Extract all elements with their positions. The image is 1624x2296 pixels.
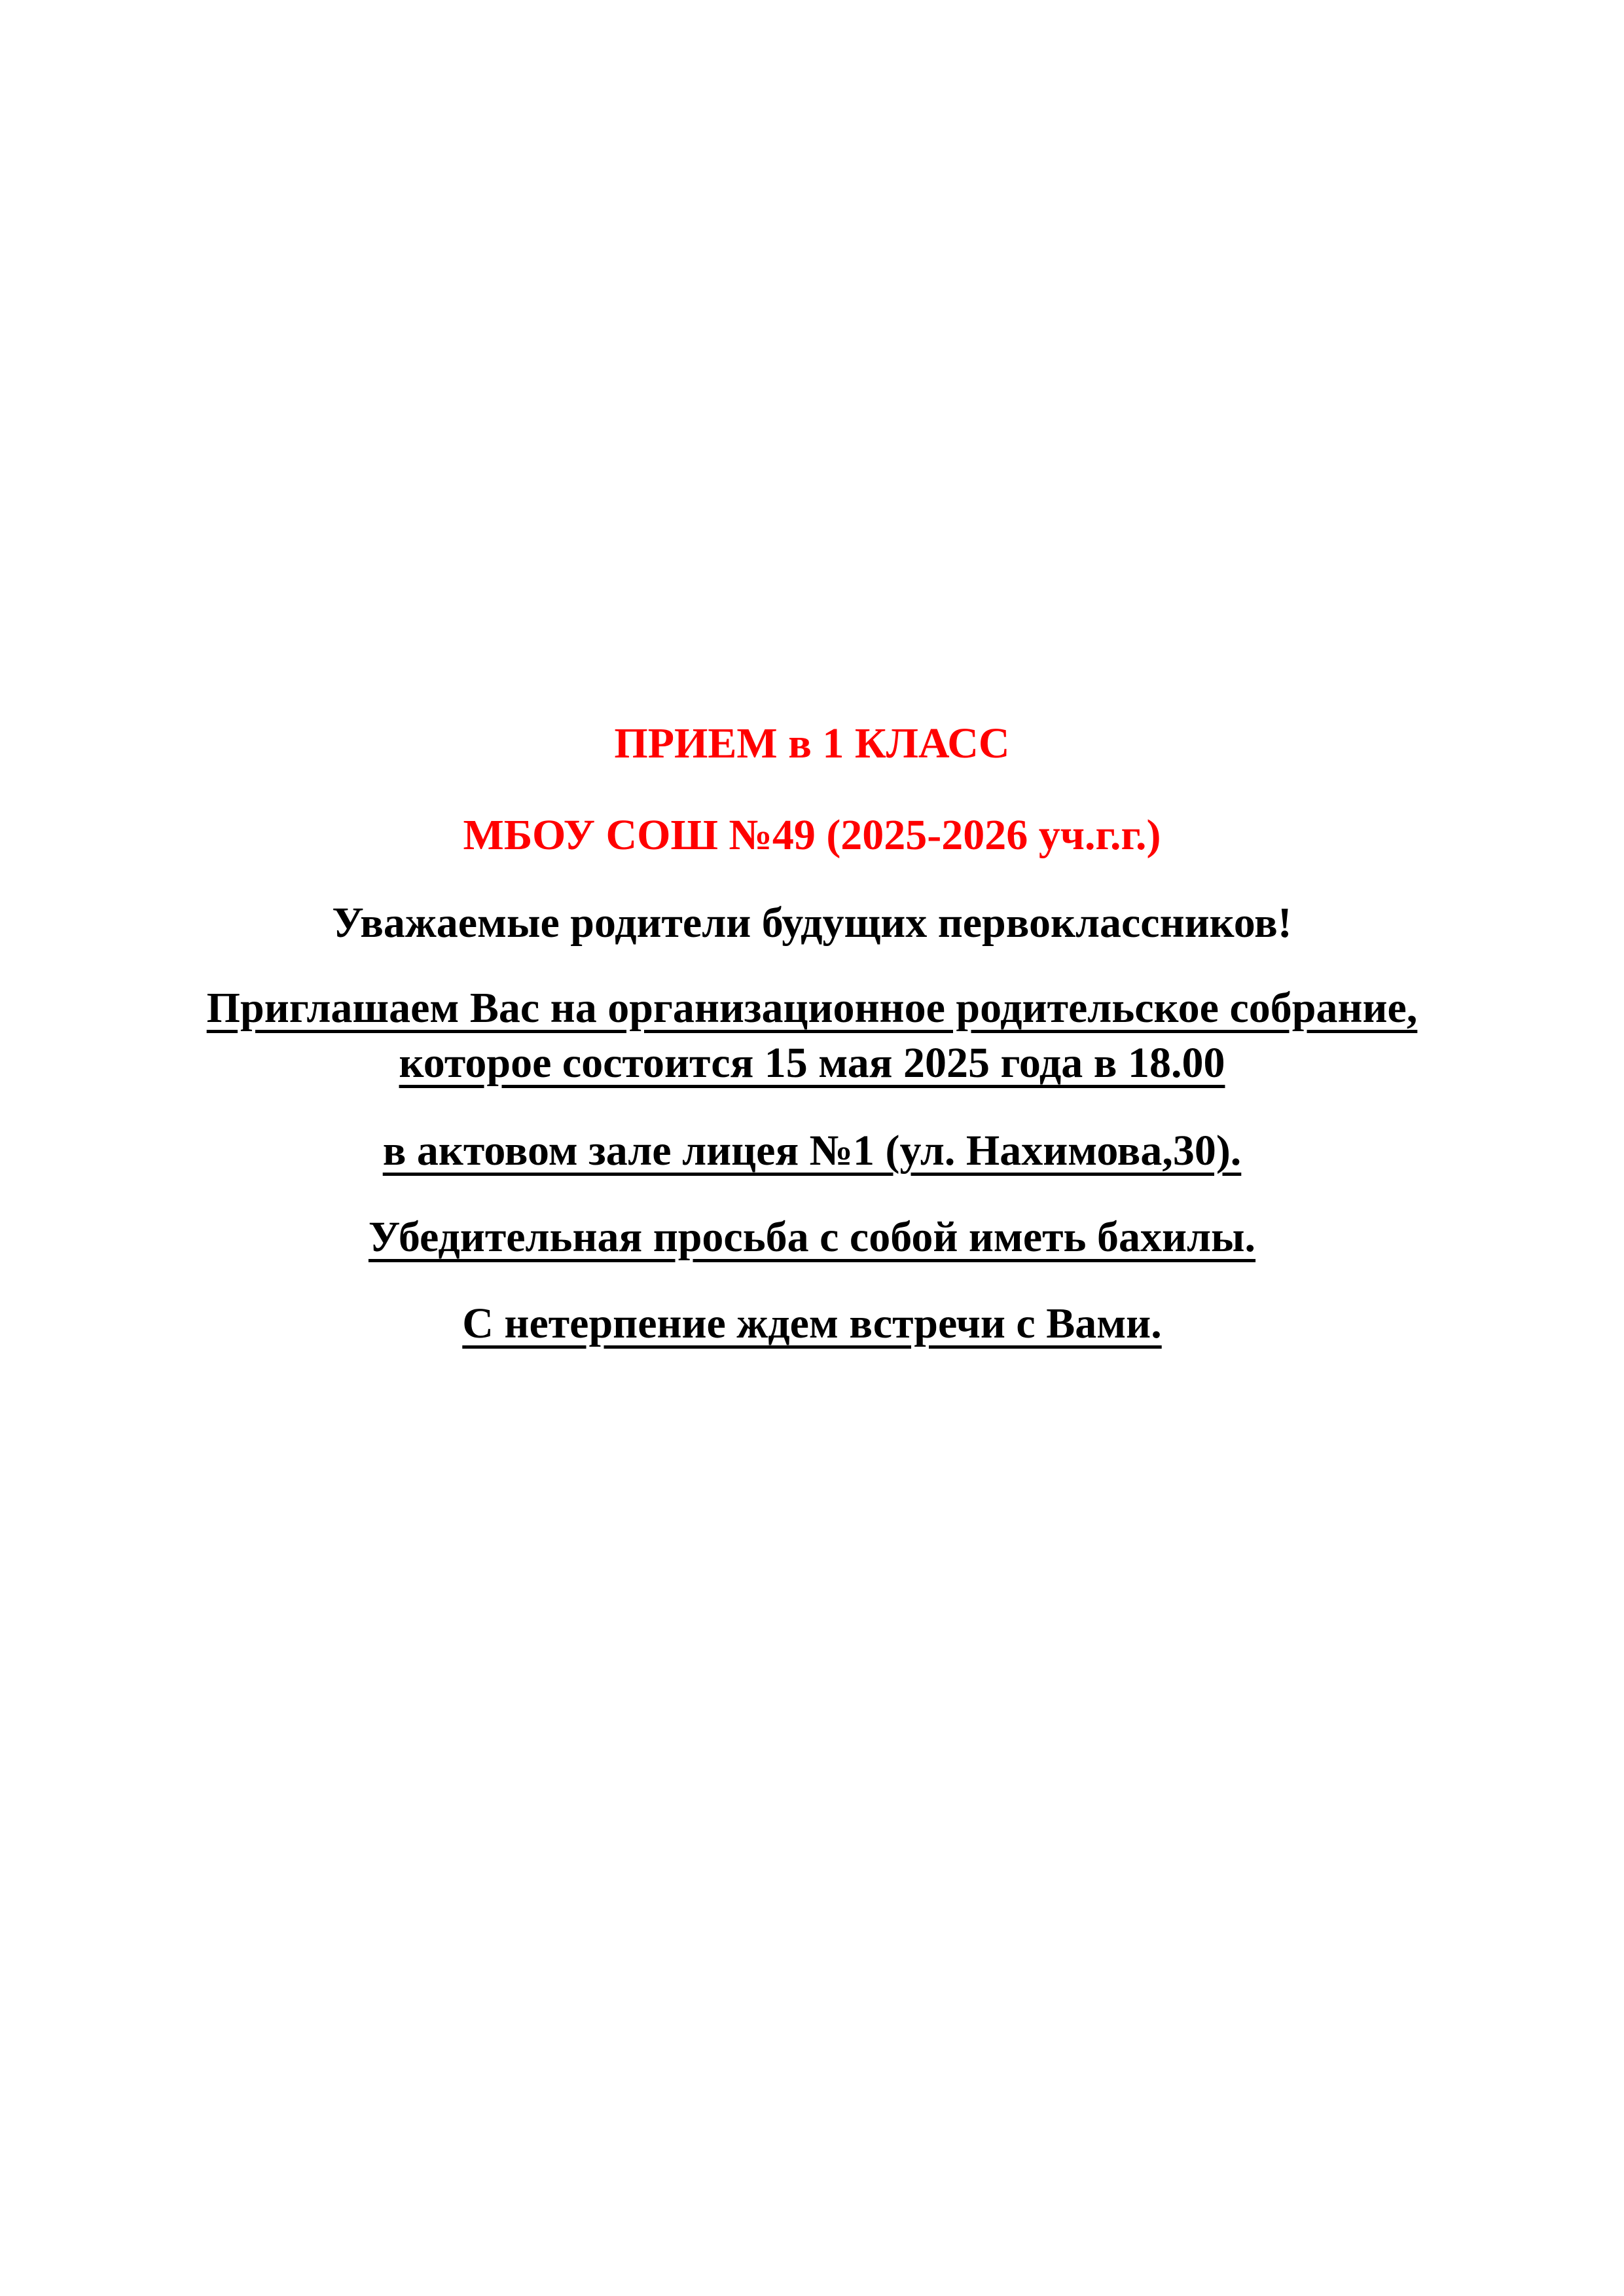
request-line: Убедительная просьба с собой иметь бахилы. xyxy=(368,1213,1256,1261)
venue-line: в актовом зале лицея №1 (ул. Нахимова,30). xyxy=(382,1127,1242,1175)
heading-school: МБОУ СОШ №49 (2025-2026 уч.г.г.) xyxy=(463,811,1161,859)
closing-line: С нетерпение ждем встречи с Вами. xyxy=(462,1300,1162,1347)
invitation-line-2: которое состоится 15 мая 2025 года в 18.00 xyxy=(399,1039,1225,1087)
heading-admission: ПРИЕМ в 1 КЛАСС xyxy=(614,720,1010,767)
greeting: Уважаемые родители будущих первоклассников! xyxy=(332,899,1292,947)
invitation-line-1: Приглашаем Вас на организационное родительское собрание, xyxy=(206,984,1418,1032)
